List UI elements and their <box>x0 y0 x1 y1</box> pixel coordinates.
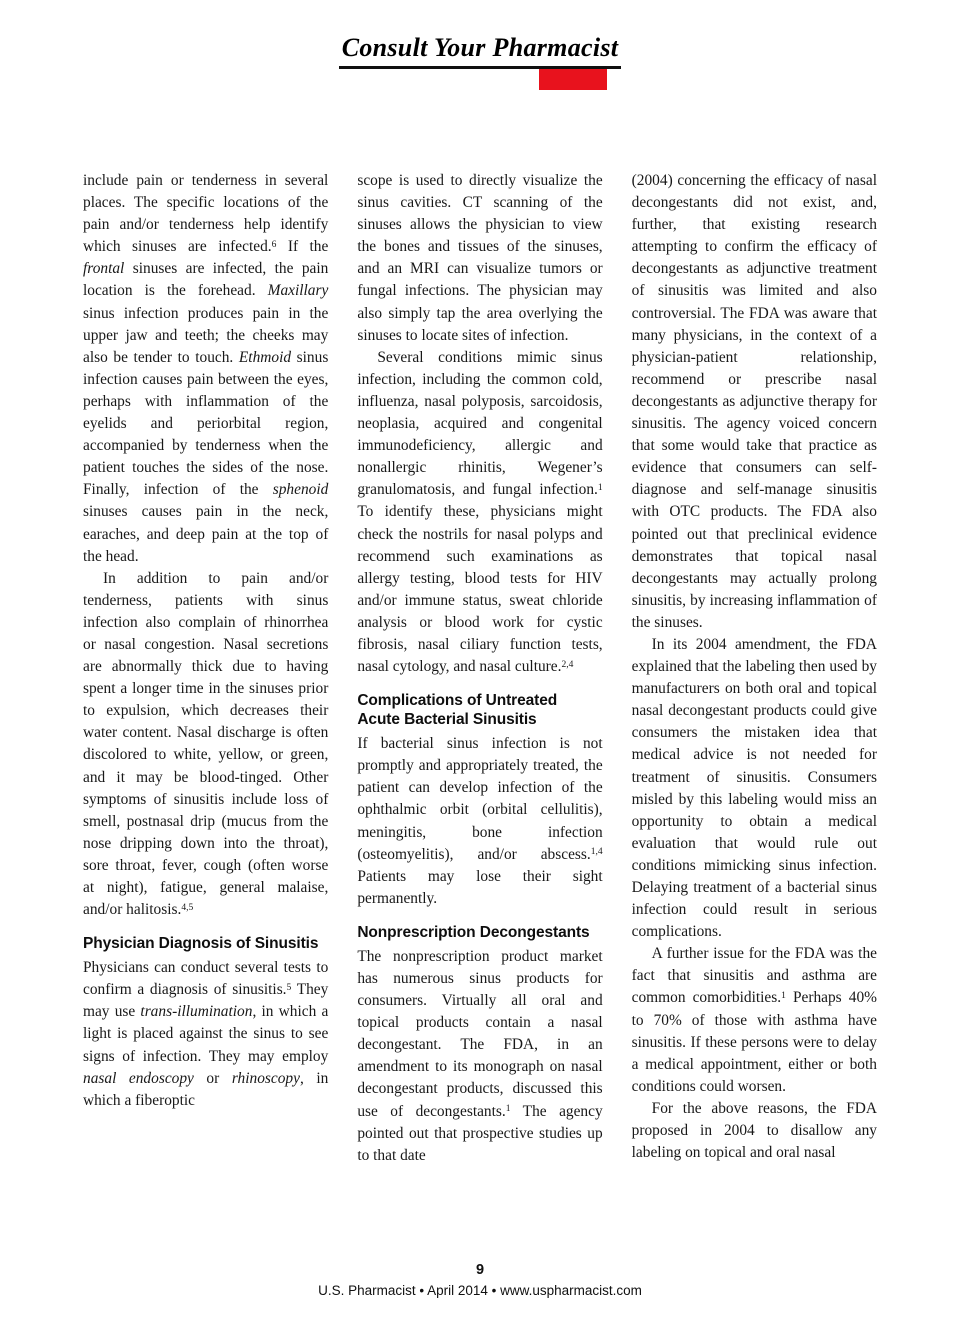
body-paragraph: Several conditions mimic sinus infection, including the common cold, influenza, nasal polyposis, sarcoidosis, neoplasia, acquired and congenital immunodeficiency, allergic and nonallergic rhinitis, Wegener’s granulomatosis, and fungal infection.$^1$ To identify these, physicians might check the nostrils for nasal polyps and recommend such examinations as allergy testing, blood tests for HIV and/or immune status, sweat chloride analysis or blood work for cystic fibrosis, nasal ciliary function tests, nasal cytology, and nasal culture.$^{2,4}$ <box>357 348 603 676</box>
section-heading: Physician Diagnosis of Sinusitis <box>83 935 319 953</box>
reference-superscript: 1,4 <box>590 846 603 858</box>
red-accent-bar <box>539 69 607 90</box>
article-body <box>83 170 877 1167</box>
body-paragraph: In its 2004 amendment, the FDA explained that the labeling then used by manufacturers on both oral and topical nasal decongestant products could give consumers the mistaken idea that medical advice is not needed for treatment of sinusitis. Consumers misled by this labeling would miss an opportunity to obtain a medical evaluation that would rule out conditions mimicking sinus infection. Delaying treatment of a bacterial sinus infection could result in serious complications. <box>631 635 877 941</box>
body-paragraph: The nonprescription product market has numerous sinus products for consumers. Virtually all oral and topical products contain a nasal decongestant. The FDA, in an amendment to its monograph on nasal decongestant products, discussed this use of decongestants.$^1$ The agency pointed out that prospective studies up to that date <box>357 947 603 1164</box>
masthead <box>0 33 960 69</box>
body-paragraph: A further issue for the FDA was the fact that sinusitis and asthma are common comorbidities.$^1$ Perhaps 40% to 70% of those with asthma have sinusitis. If these persons were to delay a medical appointment, either or both conditions could worsen. <box>631 945 877 1095</box>
page-number: 9 <box>475 1262 485 1278</box>
page-title: Consult Your Pharmacist <box>341 33 619 62</box>
reference-superscript: 1 <box>505 1103 511 1115</box>
footer-credit: U.S. Pharmacist • April 2014 • www.uspharmacist.com <box>318 1283 642 1298</box>
masthead-title-wrap <box>339 33 622 69</box>
body-paragraph: (2004) concerning the efficacy of nasal decongestants did not exist, and, further, that existing research attempting to confirm the efficacy of decongestants as adjunctive treatment of sinusitis was limited and also controversial. The FDA was aware that many physicians, in the context of a physician-patient relationship, recommend or prescribe nasal decongestants as adjunctive therapy for sinusitis. The agency voiced concern that some would take that practice as evidence that consumers can self-diagnose and self-manage sinusitis with OTC products. The FDA also pointed out that preclinical evidence demonstrates that topical nasal decongestants may actually prolong sinusitis, by increasing inflammation of the sinuses. <box>631 172 877 631</box>
reference-superscript: 2,4 <box>561 658 574 670</box>
body-paragraph: For the above reasons, the FDA proposed in 2004 to disallow any labeling on topical and oral nasal <box>631 1099 877 1162</box>
page-footer <box>0 1262 960 1298</box>
article-column-3 <box>632 170 877 1167</box>
body-paragraph: Physicians can conduct several tests to confirm a diagnosis of sinusitis.$^5$ They may use trans-illumination, in which a light is placed against the sinus to see signs of infection. They may employ nasal endoscopy or rhinoscopy, in which a fiberoptic <box>83 959 329 1109</box>
body-paragraph: include pain or tenderness in several places. The specific locations of the pain and/or tenderness help identify which sinuses are infected.$^6$ If the frontal sinuses are infected, the pain location is the forehead. Maxillary sinus infection produces pain in the upper jaw and teeth; the cheeks may also be tender to touch. Ethmoid sinus infection causes pain between the eyes, perhaps with inflammation of the eyelids and periorbital region, accompanied by tenderness when the patient touches the sides of the nose. Finally, infection of the sphenoid sinuses causes pain in the neck, earaches, and deep pain at the top of the head. <box>83 172 329 565</box>
reference-superscript: 5 <box>286 982 292 993</box>
reference-superscript: 1 <box>597 482 603 494</box>
body-paragraph: scope is used to directly visualize the sinus cavities. CT scanning of the sinuses allows the physician to view the bones and tissues of the sinuses, and an MRI can visualize tumors or fungal infections. The physician may also simply tap the area overlying the sinuses to locate sites of infection. <box>357 172 603 344</box>
body-paragraph: If bacterial sinus infection is not promptly and appropriately treated, the patient can develop infection of the ophthalmic orbit (orbital cellulitis), meningitis, bone infection (osteomyelitis), and/or abscess.$^{1,4}$ Patients may lose their sight permanently. <box>357 735 603 907</box>
section-heading: Nonprescription Decongestants <box>357 923 590 941</box>
section-heading: Complications of Untreated Acute Bacterial Sinusitis <box>357 692 558 729</box>
body-paragraph: In addition to pain and/or tenderness, patients with sinus infection also complain of rhinorrhea or nasal congestion. Nasal secretions are abnormally thick due to having spent a longer time in the sinuses prior to expulsion, which decreases their water content. Nasal discharge is often discolored to white, yellow, or green, and it may be blood-tinged. Other symptoms of sinusitis include loss of smell, postnasal drip (mucus from the nose dripping down into the throat), sore throat, fever, cough (often worse at night), fatigue, general malaise, and/or halitosis.$^{4,5}$ <box>83 569 329 919</box>
article-column-1 <box>83 170 328 1167</box>
reference-superscript: 1 <box>781 990 786 1002</box>
reference-superscript: 4,5 <box>181 901 194 913</box>
reference-superscript: 6 <box>271 239 277 250</box>
article-column-2 <box>357 170 602 1167</box>
